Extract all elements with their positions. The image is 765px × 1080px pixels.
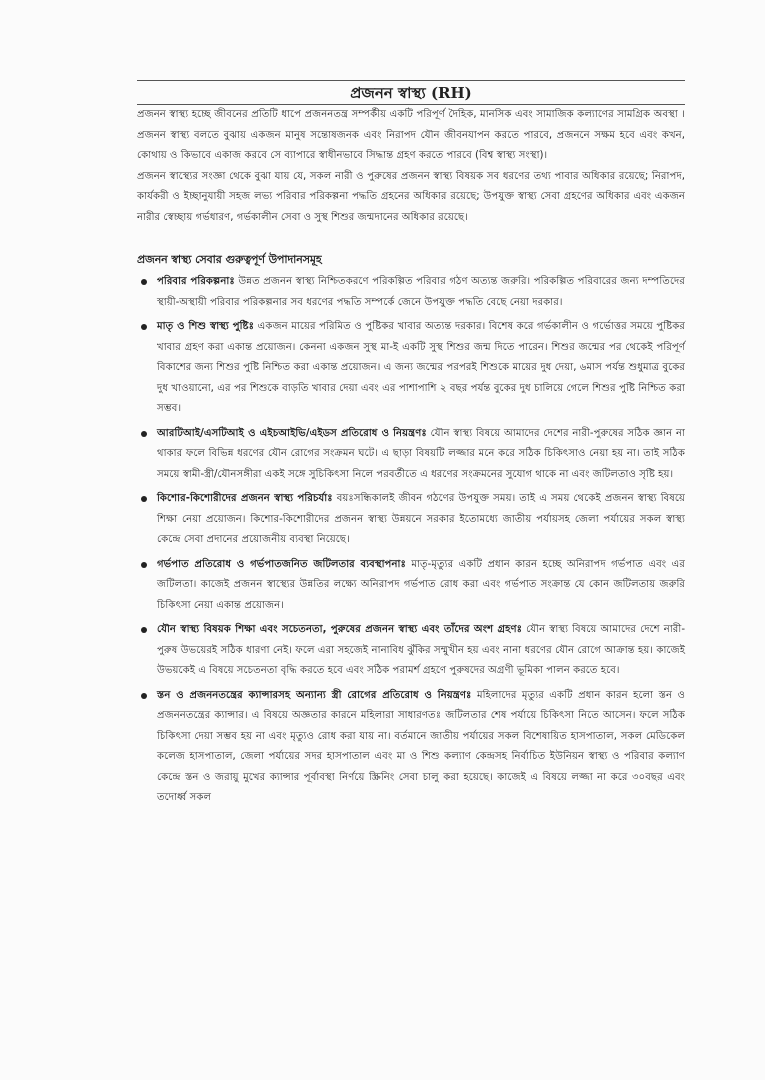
item-title: মাতৃ ও শিশু স্বাস্থ্য পুষ্টিঃ (157, 321, 255, 332)
item-title: পরিবার পরিকল্পনাঃ (157, 276, 235, 287)
list-item (137, 317, 685, 420)
item-text: মহিলাদের মৃত্যুর একটি প্রধান কারন হলো স্তন ও প্রজননতন্ত্রের ক্যান্সার। এ বিষয়ে অজ্ঞতার কারনে মহিলারা সাধারণতঃ জটিলতার শেষ পর্যায়ে চিকিৎসা নিতে আসেন। ফলে সঠিক চিকিৎসা দেয়া সম্ভব হয় না এবং মৃত্যুও রোধ করা যায় না। বর্তমানে জাতীয় পর্যায়ের সকল বিশেষায়িত হাসপাতাল, সকল মেডিকেল কলেজ হাসপাতাল, জেলা পর্যায়ের সদর হাসপাতাল এবং মা ও শিশু কল্যাণ কেন্দ্রসহ নির্বাচিত ইউনিয়ন স্বাস্থ্য ও পরিবার কল্যাণ কেন্দ্রে স্তন ও জরায়ু মুখের ক্যান্সার পূর্বাবস্থা নির্ণয়ে স্ক্রিনিং সেবা চালু করা হয়েছে। কাজেই এ বিষয়ে লজ্জা না করে ৩০বছর এবং তদোর্ধ্ব সকল (157, 689, 685, 803)
item-title: কিশোর-কিশোরীদের প্রজনন স্বাস্থ্য পরিচর্যাঃ (157, 493, 333, 504)
list-item (137, 424, 685, 486)
item-text: মাতৃ-মৃত্যুর একটি প্রধান কারন হচ্ছে অনিরাপদ গর্ভপাত এবং এর জটিলতা। কাজেই প্রজনন স্বাস্থ্যের উন্নতির লক্ষ্যে অনিরাপদ গর্ভপাত রোধ করা এবং গর্ভপাত সংক্রান্ত যে কোন জটিলতায় জরুরি চিকিৎসা নেয়া একান্ত প্রয়োজন। (157, 558, 685, 611)
item-text: যৌন স্বাস্থ্য বিষয়ে আমাদের দেশের নারী-পুরুষের সঠিক জ্ঞান না থাকার ফলে বিভিন্ন ধরণের যৌন রোগের সংক্রমন ঘটে। এ ছাড়া বিষয়টি লজ্জার মনে করে সঠিক চিকিৎসাও নেয়া হয় না। তাই সঠিক সময়ে স্বামী-স্ত্রী/যৌনসঙ্গীরা একই সঙ্গে সুচিকিৎসা নিলে পরবর্তীতে এ ধরণের সংক্রমনের সুযোগ থাকে না এবং জটিলতাও সৃষ্টি হয়। (157, 427, 685, 480)
item-text: যৌন স্বাস্থ্য বিষয়ে আমাদের দেশে নারী-পুরুষ উভয়েরই সঠিক ধারণা নেই। ফলে এরা সহজেই নানাবিধ ঝুঁকির সম্মুখীন হয় এবং নানা ধরণের যৌন রোগে আক্রান্ত হয়। কাজেই উভয়কেই এ বিষয়ে সচেতনতা বৃদ্ধি করতে হবে এবং সঠিক পরামর্শ গ্রহণে পুরুষদের অগ্রণী ভূমিকা পালন করতে হবে। (157, 624, 685, 676)
list-item (137, 489, 685, 551)
item-text: একজন মায়ের পরিমিত ও পুষ্টিকর খাবার অত্যন্ত দরকার। বিশেষ করে গর্ভকালীন ও গর্ভোত্তর সময়ে পুষ্টিকর খাবার গ্রহণ করা একান্ত প্রয়োজন। কেননা একজন সুস্থ মা-ই একটি সুস্থ শিশুর জন্ম দিতে পারেন। শিশুর জন্মের পর থেকেই পরিপূর্ণ বিকাশের জন্য শিশুর পুষ্টি নিশ্চিত করা একান্ত প্রয়োজন। এ জন্য জন্মের পরপরই শিশুকে মায়ের দুধ দেয়া, ৬মাস পর্যন্ত শুধুমাত্র বুকের দুধ খাওয়ানো, এর পর শিশুকে বাড়তি খাবার দেয়া এবং এর পাশাপাশি ২ বছর পর্যন্ত বুকের দুধ চালিয়ে গেলে শিশুর পুষ্টি নিশ্চিত করা সম্ভব। (157, 321, 686, 414)
document-title: প্রজনন স্বাস্থ্য (RH) (137, 83, 685, 105)
list-item (137, 555, 685, 617)
bullet-icon (141, 279, 147, 285)
item-title: যৌন স্বাস্থ্য বিষয়ক শিক্ষা এবং সচেতনতা, পুরুষের প্রজনন স্বাস্থ্য এবং তাঁদের অংশ গ্রহণঃ (157, 624, 523, 635)
item-text: উন্নত প্রজনন স্বাস্থ্য নিশ্চিতকরণে পরিকল্পিত পরিবার গঠণ অত্যন্ত জরুরি। পরিকল্পিত পরিবারের জন্য দম্পতিদের স্থায়ী-অস্থায়ী পরিবার পরিকল্পনার সব ধরণের পদ্ধতি সম্পর্কে জেনে উপযুক্ত পদ্ধতি বেছে নেয়া দরকার। (157, 276, 685, 308)
bullet-icon (141, 562, 147, 568)
bullet-icon (141, 627, 147, 633)
item-text: বয়ঃসন্ধিকালই জীবন গঠণের উপযুক্ত সময়। তাই এ সময় থেকেই প্রজনন স্বাস্থ্য বিষয়ে শিক্ষা নেয়া প্রয়োজন। কিশোর-কিশোরীদের প্রজনন স্বাস্থ্য উন্নয়নে সরকার ইতোমধ্যে জাতীয় পর্যায়সহ জেলা পর্যায়ের সকল স্বাস্থ্য কেন্দ্রে সেবা প্রদানের প্রয়োজনীয় ব্যবস্থা নিয়েছে। (157, 493, 685, 545)
bullet-icon (141, 693, 147, 699)
bullet-icon (141, 431, 147, 437)
list-item (137, 686, 685, 809)
list-item (137, 620, 685, 682)
item-title: গর্ভপাত প্রতিরোধ ও গর্ভপাতজনিত জটিলতার ব্যবস্থাপনাঃ (157, 558, 406, 570)
section-heading: প্রজনন স্বাস্থ্য সেবার গুরুত্বপূর্ণ উপাদানসমূহ (137, 253, 322, 266)
list-item (137, 272, 685, 313)
components-list (137, 272, 685, 809)
top-rule (137, 80, 685, 81)
bullet-icon (141, 324, 147, 330)
document-page (137, 80, 685, 813)
bullet-icon (141, 496, 147, 502)
item-title: আরটিআই/এসটিআই ও এইচআইভি/এইডস প্রতিরোধ ও নিয়ন্ত্রণঃ (157, 427, 427, 439)
intro-paragraph-1: প্রজনন স্বাস্থ্য হচ্ছে জীবনের প্রতিটি ধাপে প্রজননতন্ত্র সম্পর্কীয় একটি পরিপূর্ণ দৈহিক, মানসিক এবং সামাজিক কল্যাণের সামগ্রিক অবস্থা । প্রজনন স্বাস্থ্য বলতে বুঝায় একজন মানুষ সন্তোষজনক এবং নিরাপদ যৌন জীবনযাপন করতে পারবে, প্রজননে সক্ষম হবে এবং কখন, কোথায় ও কিভাবে একাজ করবে সে ব্যাপারে স্বাধীনভাবে সিদ্ধান্ত গ্রহণ করতে পারবে (বিশ্ব স্বাস্থ্য সংস্থা)। (137, 109, 685, 161)
intro-paragraph-2: প্রজনন স্বাস্থ্যের সংজ্ঞা থেকে বুঝা যায় যে, সকল নারী ও পুরুষের প্রজনন স্বাস্থ্য বিষয়ক সব ধরণের তথ্য পাবার অধিকার রয়েছে; নিরাপদ, কার্যকরী ও ইচ্ছানুযায়ী সহজ লভ্য পরিবার পরিকল্পনা পদ্ধতি গ্রহনের অধিকার রয়েছে; উপযুক্ত স্বাস্থ্য সেবা গ্রহণের অধিকার এবং একজন নারীর স্বেচ্ছায় গর্ভধারণ, গর্ভকালীন সেবা ও সুস্থ শিশুর জন্মদানের অধিকার রয়েছে। (137, 170, 685, 223)
item-title: স্তন ও প্রজননতন্ত্রের ক্যান্সারসহ অন্যান্য স্ত্রী রোগের প্রতিরোধ ও নিয়ন্ত্রণঃ (157, 689, 472, 701)
